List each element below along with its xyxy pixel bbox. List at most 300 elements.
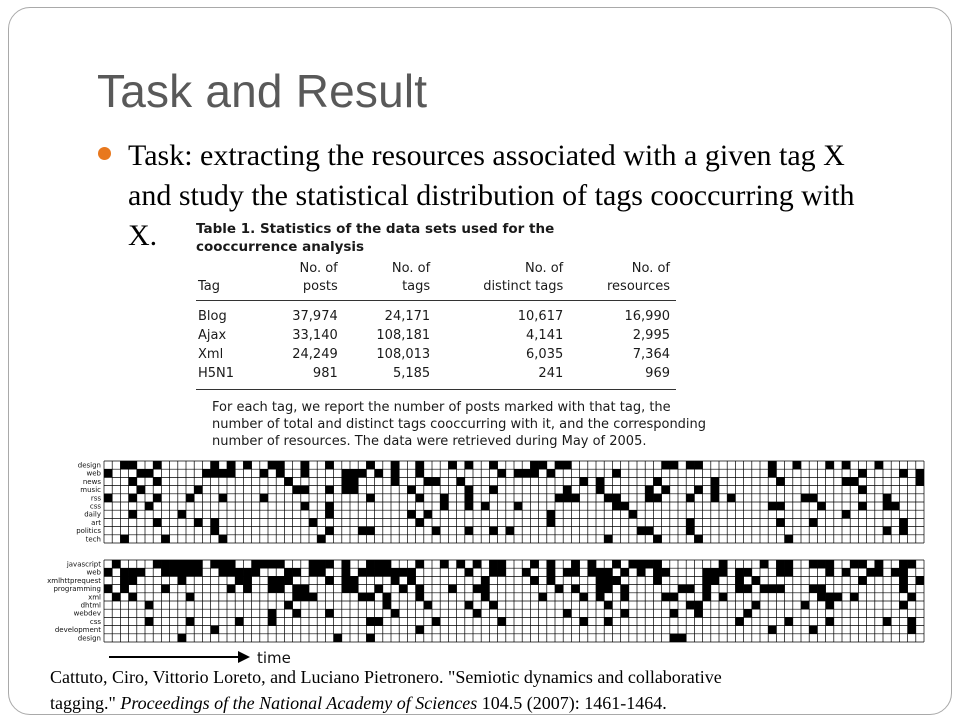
table-cell-value: 108,181 [376, 328, 431, 343]
grid-filled-cell [596, 568, 604, 576]
grid-filled-cell [735, 585, 743, 593]
citation-line-2-start: tagging." [50, 693, 121, 713]
grid-filled-cell [178, 510, 186, 518]
grid-filled-cell [276, 469, 284, 477]
grid-filled-cell [416, 593, 424, 601]
grid-filled-cell [842, 461, 850, 469]
grid-filled-cell [555, 461, 563, 469]
grid-filled-cell [424, 510, 432, 518]
grid-filled-cell [522, 469, 530, 477]
grid-filled-cell [260, 560, 268, 568]
grid-filled-cell [211, 518, 219, 526]
grid-filled-cell [899, 560, 907, 568]
grid-filled-cell [645, 560, 653, 568]
grid-filled-cell [375, 617, 383, 625]
grid-filled-cell [383, 560, 391, 568]
cooccurrence-grid-figure [47, 457, 924, 672]
grid-filled-cell [612, 502, 620, 510]
grid-filled-cell [284, 601, 292, 609]
grid-filled-cell [776, 585, 784, 593]
grid-filled-cell [588, 568, 596, 576]
citation-line-2 [50, 690, 930, 716]
grid-filled-cell [834, 593, 842, 601]
table-header-line-1: No. of [299, 261, 338, 276]
grid-filled-cell [399, 585, 407, 593]
grid-filled-cell [235, 576, 243, 584]
grid-filled-cell [637, 560, 645, 568]
grid-filled-cell [276, 576, 284, 584]
grid-filled-cell [916, 576, 924, 584]
grid-filled-cell [621, 593, 629, 601]
grid-filled-cell [826, 601, 834, 609]
grid-filled-cell [891, 568, 899, 576]
grid-filled-cell [826, 560, 834, 568]
grid-filled-cell [120, 535, 128, 543]
grid-row-label: css [89, 617, 101, 626]
grid-filled-cell [785, 560, 793, 568]
grid-filled-cell [202, 469, 210, 477]
grid-filled-cell [465, 527, 473, 535]
grid-filled-cell [366, 527, 374, 535]
grid-filled-cell [498, 568, 506, 576]
grid-filled-cell [776, 477, 784, 485]
grid-filled-cell [604, 568, 612, 576]
grid-filled-cell [465, 461, 473, 469]
grid-filled-cell [776, 560, 784, 568]
grid-filled-cell [858, 469, 866, 477]
grid-row-label: daily [84, 510, 101, 519]
grid-filled-cell [366, 634, 374, 642]
grid-filled-cell [342, 469, 350, 477]
grid-filled-cell [325, 502, 333, 510]
grid-filled-cell [817, 585, 825, 593]
grid-filled-cell [563, 461, 571, 469]
grid-filled-cell [711, 494, 719, 502]
grid-filled-cell [350, 585, 358, 593]
grid-filled-cell [916, 469, 924, 477]
grid-filled-cell [440, 502, 448, 510]
table-cell-value: 33,140 [292, 328, 338, 343]
grid-filled-cell [539, 461, 547, 469]
grid-filled-cell [809, 585, 817, 593]
grid-filled-cell [243, 568, 251, 576]
grid-filled-cell [735, 568, 743, 576]
grid-filled-cell [653, 535, 661, 543]
grid-filled-cell [653, 568, 661, 576]
grid-filled-cell [112, 593, 120, 601]
grid-filled-cell [293, 568, 301, 576]
grid-filled-cell [137, 486, 145, 494]
grid-row-label: web [86, 568, 101, 577]
grid-filled-cell [268, 576, 276, 584]
grid-filled-cell [604, 601, 612, 609]
grid-filled-cell [407, 510, 415, 518]
grid-filled-cell [227, 469, 235, 477]
grid-filled-cell [325, 527, 333, 535]
grid-filled-cell [916, 477, 924, 485]
grid-filled-cell [342, 477, 350, 485]
grid-filled-cell [391, 609, 399, 617]
grid-filled-cell [744, 568, 752, 576]
grid-row-label: css [89, 502, 101, 511]
grid-row-label: tech [85, 535, 101, 544]
grid-filled-cell [686, 518, 694, 526]
grid-filled-cell [211, 527, 219, 535]
grid-filled-cell [752, 601, 760, 609]
grid-filled-cell [481, 576, 489, 584]
grid-filled-cell [334, 634, 342, 642]
table-cell-tag: H5N1 [196, 364, 264, 390]
grid-filled-cell [186, 560, 194, 568]
grid-filled-cell [744, 609, 752, 617]
grid-filled-cell [694, 461, 702, 469]
grid-filled-cell [448, 585, 456, 593]
table-row [196, 326, 676, 345]
table-footnote-line-3: number of resources. The data were retrieved during May of 2005. [212, 434, 647, 449]
grid-filled-cell [612, 469, 620, 477]
grid-filled-cell [498, 617, 506, 625]
grid-filled-cell [350, 486, 358, 494]
grid-filled-cell [252, 560, 260, 568]
grid-filled-cell [621, 502, 629, 510]
grid-filled-cell [530, 461, 538, 469]
table-header-line-2: distinct tags [483, 279, 564, 294]
grid-filled-cell [547, 510, 555, 518]
grid-filled-cell [473, 585, 481, 593]
grid-filled-cell [899, 527, 907, 535]
citation-line-2-end: 104.5 (2007): 1461-1464. [477, 693, 667, 713]
grid-filled-cell [703, 593, 711, 601]
grid-filled-cell [317, 568, 325, 576]
grid-filled-cell [481, 585, 489, 593]
grid-filled-cell [785, 535, 793, 543]
table-footnote-line-1: For each tag, we report the number of posts marked with that tag, the [212, 400, 671, 415]
grid-filled-cell [809, 518, 817, 526]
grid-filled-cell [563, 486, 571, 494]
grid-filled-cell [104, 568, 112, 576]
grid-filled-cell [194, 560, 202, 568]
grid-filled-cell [850, 593, 858, 601]
grid-filled-cell [120, 461, 128, 469]
grid-filled-cell [219, 494, 227, 502]
grid-filled-cell [547, 518, 555, 526]
table-cell-value: 6,035 [526, 347, 564, 362]
grid-filled-cell [629, 560, 637, 568]
grid-filled-cell [186, 617, 194, 625]
table-cell-value: 4,141 [526, 328, 564, 343]
grid-filled-cell [678, 634, 686, 642]
table-cell-value: 5,185 [344, 364, 436, 390]
grid-filled-cell [104, 585, 112, 593]
grid-filled-cell [629, 510, 637, 518]
grid-filled-cell [219, 535, 227, 543]
time-label: time [257, 649, 291, 667]
grid-filled-cell [120, 585, 128, 593]
grid-filled-cell [350, 477, 358, 485]
grid-filled-cell [596, 585, 604, 593]
grid-filled-cell [514, 502, 522, 510]
grid-filled-cell [293, 486, 301, 494]
grid-filled-cell [891, 502, 899, 510]
grid-filled-cell [301, 593, 309, 601]
bullet-line-2: and study the statistical distribution of tags cooccurring with [128, 179, 855, 212]
grid-filled-cell [817, 593, 825, 601]
grid-filled-cell [850, 560, 858, 568]
grid-filled-cell [170, 568, 178, 576]
grid-filled-cell [366, 494, 374, 502]
grid-filled-cell [826, 617, 834, 625]
citation-journal: Proceedings of the National Academy of Sciences [120, 693, 478, 713]
grid-filled-cell [645, 494, 653, 502]
grid-filled-cell [457, 560, 465, 568]
grid-filled-cell [325, 560, 333, 568]
grid-filled-cell [735, 576, 743, 584]
grid-filled-cell [686, 527, 694, 535]
grid-row-label: politics [76, 527, 101, 536]
grid-row-label: rss [90, 494, 101, 503]
grid-filled-cell [161, 560, 169, 568]
grid-filled-cell [440, 560, 448, 568]
grid-filled-cell [416, 461, 424, 469]
grid-filled-cell [612, 494, 620, 502]
grid-filled-cell [465, 601, 473, 609]
grid-filled-cell [358, 593, 366, 601]
grid-filled-cell [596, 477, 604, 485]
grid-filled-cell [817, 502, 825, 510]
table-cell-value: 969 [569, 364, 676, 390]
grid-filled-cell [604, 535, 612, 543]
grid-filled-cell [539, 593, 547, 601]
grid-filled-cell [489, 461, 497, 469]
grid-filled-cell [711, 477, 719, 485]
grid-filled-cell [153, 518, 161, 526]
table-caption [196, 220, 686, 256]
grid-filled-cell [653, 560, 661, 568]
grid-filled-cell [826, 461, 834, 469]
table-row [196, 345, 676, 364]
grid-filled-cell [547, 469, 555, 477]
grid-filled-cell [694, 601, 702, 609]
grid-filled-cell [358, 527, 366, 535]
grid-filled-cell [530, 469, 538, 477]
grid-filled-cell [908, 593, 916, 601]
grid-filled-cell [161, 535, 169, 543]
grid-filled-cell [391, 461, 399, 469]
grid-filled-cell [301, 585, 309, 593]
grid-row-label: development [54, 626, 101, 635]
grid-filled-cell [161, 585, 169, 593]
grid-filled-cell [375, 560, 383, 568]
table-header-line-1: No. of [631, 261, 670, 276]
table-row [196, 364, 676, 390]
grid-filled-cell [875, 568, 883, 576]
grid-filled-cell [219, 560, 227, 568]
grid-filled-cell [211, 560, 219, 568]
grid-filled-cell [309, 593, 317, 601]
grid-filled-cell [153, 477, 161, 485]
table-cell-tag: Ajax [198, 328, 227, 343]
time-arrow-head [238, 651, 250, 663]
grid-filled-cell [129, 461, 137, 469]
grid-filled-cell [662, 486, 670, 494]
grid-filled-cell [366, 568, 374, 576]
grid-filled-cell [186, 494, 194, 502]
table-header-line-1: No. of [391, 261, 431, 276]
grid-filled-cell [686, 494, 694, 502]
grid-filled-cell [735, 617, 743, 625]
grid-filled-cell [375, 585, 383, 593]
grid-filled-cell [580, 477, 588, 485]
grid-filled-cell [908, 617, 916, 625]
grid-filled-cell [612, 576, 620, 584]
grid-filled-cell [227, 560, 235, 568]
grid-row-label: dhtml [80, 601, 101, 610]
grid-filled-cell [875, 560, 883, 568]
grid-filled-cell [768, 461, 776, 469]
grid-filled-cell [153, 560, 161, 568]
grid-filled-cell [522, 568, 530, 576]
grid-filled-cell [375, 568, 383, 576]
grid-filled-cell [580, 617, 588, 625]
grid-filled-cell [268, 461, 276, 469]
grid-filled-cell [547, 568, 555, 576]
grid-filled-cell [366, 461, 374, 469]
grid-filled-cell [391, 477, 399, 485]
grid-row-label: programming [53, 585, 101, 594]
grid-filled-cell [194, 518, 202, 526]
grid-filled-cell [416, 494, 424, 502]
grid-filled-cell [489, 527, 497, 535]
table-row [196, 301, 676, 327]
grid-filled-cell [850, 477, 858, 485]
grid-filled-cell [473, 609, 481, 617]
grid-filled-cell [580, 593, 588, 601]
grid-filled-cell [153, 494, 161, 502]
grid-filled-cell [826, 568, 834, 576]
grid-filled-cell [129, 477, 137, 485]
grid-filled-cell [801, 601, 809, 609]
grid-filled-cell [883, 527, 891, 535]
grid-filled-cell [104, 469, 112, 477]
grid-filled-cell [694, 609, 702, 617]
citation-line-1: Cattuto, Ciro, Vittorio Loreto, and Luciano Pietronero. "Semiotic dynamics and collaborative [50, 667, 722, 687]
grid-filled-cell [809, 560, 817, 568]
grid-filled-cell [186, 593, 194, 601]
table-cell-value: 10,617 [517, 309, 564, 324]
grid-filled-cell [325, 461, 333, 469]
grid-filled-cell [301, 502, 309, 510]
grid-filled-cell [785, 617, 793, 625]
grid-filled-cell [785, 568, 793, 576]
grid-filled-cell [293, 593, 301, 601]
grid-filled-cell [129, 576, 137, 584]
grid-filled-cell [407, 486, 415, 494]
grid-filled-cell [563, 609, 571, 617]
grid-filled-cell [227, 568, 235, 576]
table-header-cell [264, 260, 344, 301]
grid-filled-cell [194, 486, 202, 494]
grid-filled-cell [571, 494, 579, 502]
grid-filled-cell [293, 585, 301, 593]
table-cell-value: 108,013 [376, 347, 431, 362]
table-body [196, 301, 676, 390]
top-cooccurrence-grid [76, 461, 924, 543]
grid-filled-cell [842, 568, 850, 576]
grid-filled-cell [416, 518, 424, 526]
grid-filled-cell [637, 568, 645, 576]
grid-filled-cell [432, 527, 440, 535]
grid-filled-cell [104, 494, 112, 502]
grid-filled-cell [407, 568, 415, 576]
grid-filled-cell [621, 609, 629, 617]
grid-filled-cell [325, 486, 333, 494]
grid-filled-cell [235, 568, 243, 576]
grid-filled-cell [694, 535, 702, 543]
grid-filled-cell [604, 576, 612, 584]
grid-filled-cell [391, 568, 399, 576]
grid-filled-cell [137, 469, 145, 477]
grid-row-label: web [86, 469, 101, 478]
table-header-cell [569, 260, 676, 301]
grid-filled-cell [694, 486, 702, 494]
grid-filled-cell [481, 593, 489, 601]
grid-filled-cell [858, 502, 866, 510]
grid-filled-cell [858, 576, 866, 584]
grid-filled-cell [342, 585, 350, 593]
table-header [196, 260, 676, 301]
grid-filled-cell [219, 568, 227, 576]
table-cell-value: 2,995 [632, 328, 670, 343]
table-footnote-line-2: number of total and distinct tags cooccurring with it, and the corresponding [212, 417, 707, 432]
grid-filled-cell [604, 585, 612, 593]
grid-filled-cell [555, 585, 563, 593]
grid-filled-cell [489, 601, 497, 609]
table-cell-value: 16,990 [624, 309, 670, 324]
grid-filled-cell [768, 502, 776, 510]
grid-filled-cell [268, 617, 276, 625]
grid-filled-cell [489, 560, 497, 568]
grid-filled-cell [284, 568, 292, 576]
grid-filled-cell [883, 617, 891, 625]
grid-filled-cell [596, 593, 604, 601]
grid-filled-cell [120, 568, 128, 576]
grid-filled-cell [645, 527, 653, 535]
grid-filled-cell [309, 568, 317, 576]
slide-title: Task and Result [97, 65, 428, 117]
grid-filled-cell [670, 593, 678, 601]
grid-filled-cell [604, 494, 612, 502]
grid-filled-cell [260, 469, 268, 477]
grid-filled-cell [899, 518, 907, 526]
cooccurrence-grid-svg [47, 457, 924, 672]
grid-row-label: art [91, 518, 101, 527]
table-caption-line-1: Table 1. Statistics of the data sets used for the [196, 221, 555, 237]
bullet-line-1: Task: extracting the resources associated with a given tag X [128, 139, 845, 172]
grid-row-label: xml [88, 593, 101, 602]
grid-filled-cell [407, 576, 415, 584]
statistics-table-figure [196, 218, 707, 450]
grid-filled-cell [309, 560, 317, 568]
grid-filled-cell [325, 609, 333, 617]
grid-filled-cell [112, 560, 120, 568]
grid-filled-cell [686, 601, 694, 609]
grid-filled-cell [670, 634, 678, 642]
grid-filled-cell [908, 626, 916, 634]
grid-filled-cell [129, 568, 137, 576]
grid-filled-cell [703, 568, 711, 576]
grid-filled-cell [129, 510, 137, 518]
grid-filled-cell [342, 576, 350, 584]
